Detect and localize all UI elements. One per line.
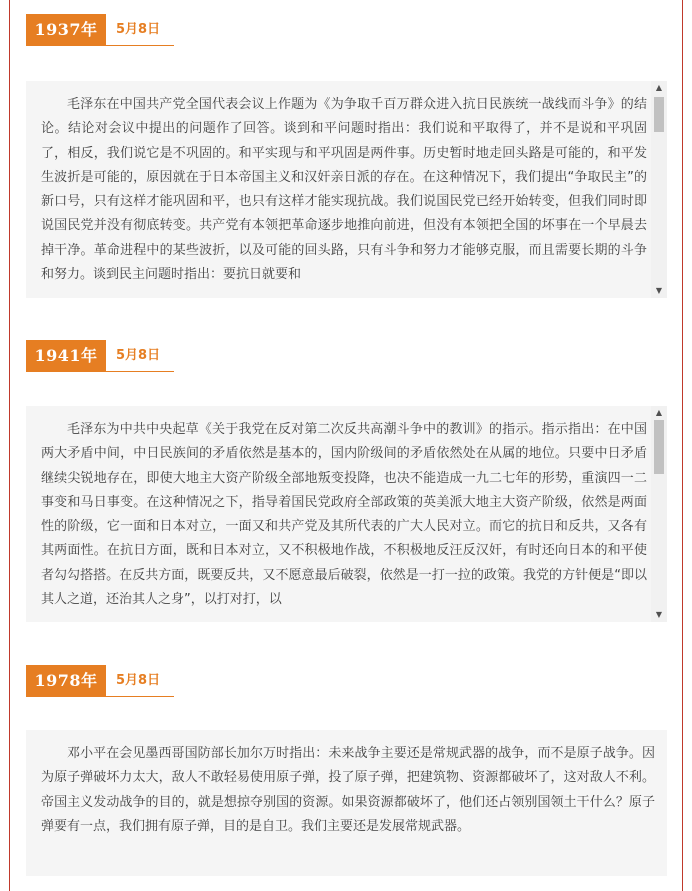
section-header	[26, 14, 667, 60]
section-header	[26, 665, 667, 711]
page-frame-right	[682, 0, 683, 891]
event-text: 毛泽东在中国共产党全国代表会议上作题为《为争取千百万群众进入抗日民族统一战线而斗争》的结论。结论对会议中提出的问题作了回答。谈到和平问题时指出：我们说和平取得了，并不是说和平巩固了，相反，我们说它是不巩固的。和平实现与和平巩固是两件事。历史暂时地走回头路是可能的，和平发生波折是可能的，原因就在于日本帝国主义和汉奸亲日派的存在。在这种情况下，我们提出“争取民主”的新口号，只有这样才能巩固和平，也只有这样才能实现抗战。我们说国民党已经开始转变，但我们同时即说国民党并没有彻底转变。共产党有本领把革命逐步地推向前进，但没有本领把全国的坏事在一个早晨去掉干净。革命进程中的某些波折，以及可能的回头路，只有斗争和努力才能够克服，而且需要长期的斗争和努力。谈到民主问题时指出：要抗日就要和	[41, 97, 647, 283]
scrollbar-thumb[interactable]	[654, 97, 664, 132]
header-underline	[26, 371, 174, 372]
scroll-down-icon[interactable]: ▼	[655, 610, 663, 619]
scrollbar[interactable]	[651, 81, 667, 298]
page-frame-left	[9, 0, 10, 891]
scroll-up-icon[interactable]: ▲	[655, 83, 663, 92]
header-underline	[26, 45, 174, 46]
header-underline	[26, 696, 174, 697]
year-badge: 1941年	[26, 340, 106, 371]
event-text: 毛泽东为中共中央起草《关于我党在反对第二次反共高潮斗争中的教训》的指示。指示指出：在中国两大矛盾中间，中日民族间的矛盾依然是基本的，国内阶级间的矛盾依然处在从属的地位。只要中日矛盾继续尖锐地存在，即使大地主大资产阶级全部地叛变投降，也决不能造成一九二七年的形势，重演四一二事变和马日事变。在这种情况之下，指导着国民党政府全部政策的英美派大地主大资产阶级，依然是两面性的阶级，它一面和日本对立，一面又和共产党及其所代表的广大人民对立。而它的抗日和反共，又各有其两面性。在抗日方面，既和日本对立，又不积极地作战，不积极地反汪反汉奸，有时还向日本的和平使者勾勾搭搭。在反共方面，既要反共，又不愿意最后破裂，依然是一打一拉的政策。我党的方针便是“即以其人之道，还治其人之身”，以打对打，以	[41, 422, 647, 608]
date-label: 5月8日	[116, 348, 161, 363]
date-label: 5月8日	[116, 673, 161, 688]
scrollable-text-box[interactable]	[26, 406, 667, 622]
scrollbar-thumb[interactable]	[654, 420, 664, 474]
timeline-section-1941	[26, 340, 667, 619]
text-box	[26, 730, 667, 876]
date-label: 5月8日	[116, 22, 161, 37]
scrollable-text-box[interactable]	[26, 81, 667, 298]
timeline-section-1978	[26, 665, 667, 834]
scrollbar[interactable]	[651, 406, 667, 622]
year-badge: 1978年	[26, 665, 106, 696]
section-header	[26, 340, 667, 386]
scroll-down-icon[interactable]: ▼	[655, 286, 663, 295]
year-badge: 1937年	[26, 14, 106, 45]
timeline-section-1937	[26, 14, 667, 295]
scroll-up-icon[interactable]: ▲	[655, 408, 663, 417]
event-text: 邓小平在会见墨西哥国防部长加尔万时指出：未来战争主要还是常规武器的战争，而不是原子战争。因为原子弹破坏力太大，敌人不敢轻易使用原子弹，投了原子弹，把建筑物、资源都破坏了，这对敌人不利。帝国主义发动战争的目的，就是想掠夺别国的资源。如果资源都破坏了，他们还占领别国领土干什么？原子弹要有一点，我们拥有原子弹，目的是自卫。我们主要还是发展常规武器。	[41, 746, 655, 834]
